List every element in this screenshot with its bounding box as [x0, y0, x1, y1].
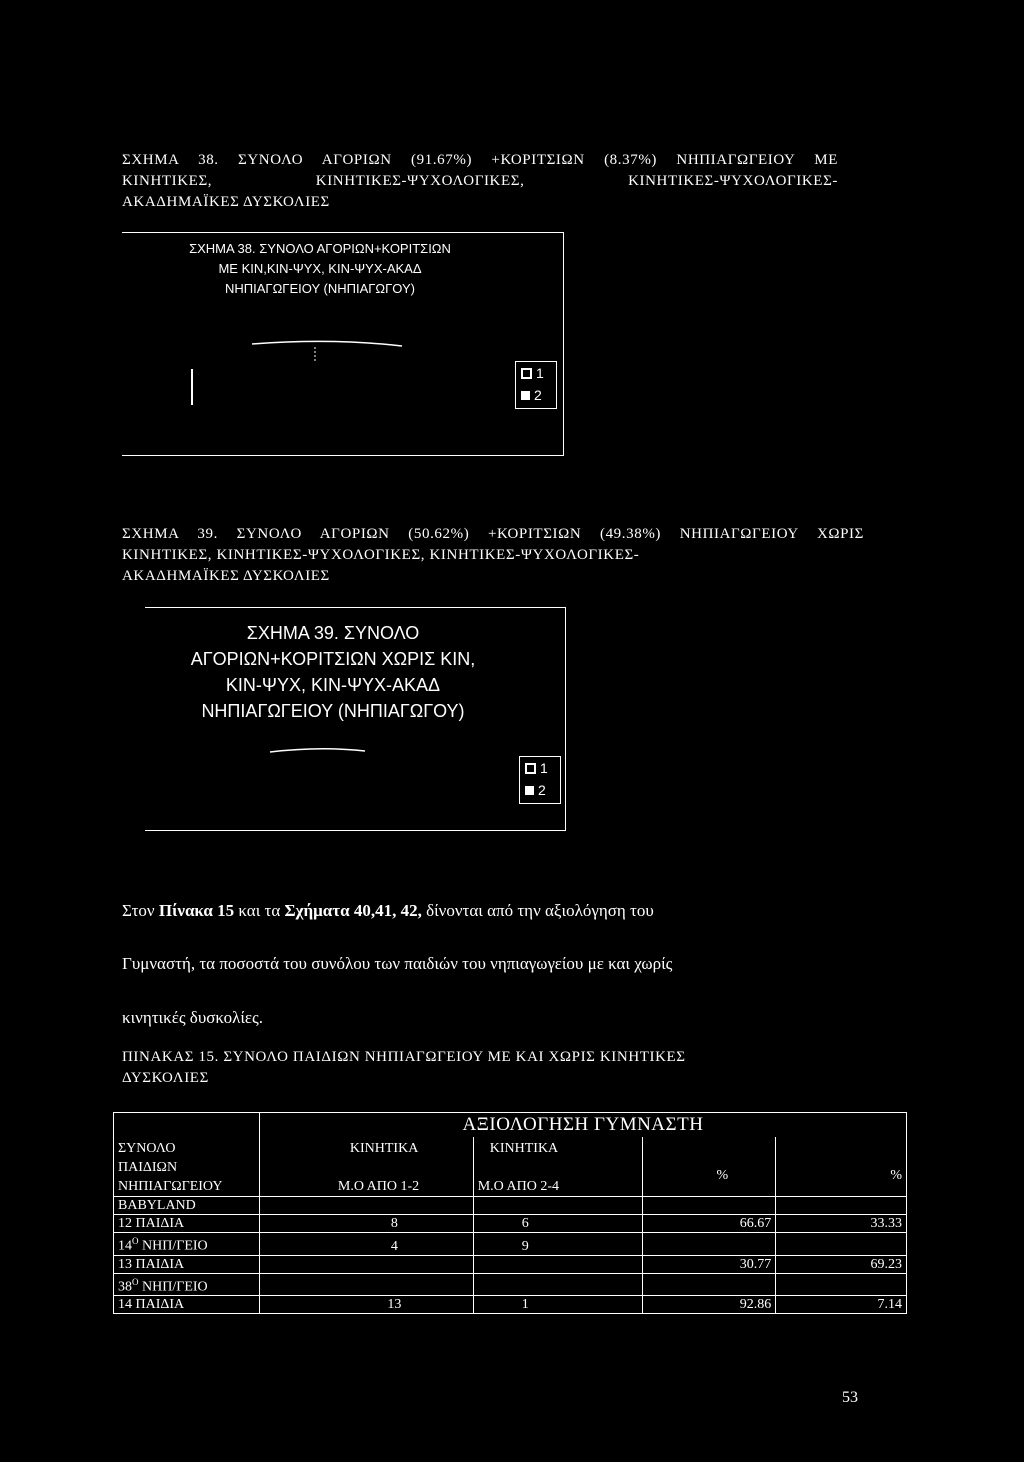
- row2-percent-1: 30.77: [643, 1255, 776, 1273]
- table-caption-line1: ΠΙΝΑΚΑΣ 15. ΣΥΝΟΛΟ ΠΑΙΔΙΩΝ ΝΗΠΙΑΓΩΓΕΙΟΥ ΜΕ ΚΑΙ ΧΩΡΙΣ ΚΙΝΗΤΙΚΕΣ: [122, 1049, 686, 1065]
- table-row: [114, 1296, 907, 1314]
- row2-percent-2: 69.23: [776, 1255, 907, 1273]
- row1-percent-2: 33.33: [776, 1215, 907, 1233]
- row3-children: 14 ΠΑΙΔΙΑ: [114, 1296, 260, 1314]
- fig39-heading-line2: ΚΙΝΗΤΙΚΕΣ, ΚΙΝΗΤΙΚΕΣ-ΨΥΧΟΛΟΓΙΚΕΣ, ΚΙΝΗΤΙΚΕΣ-ΨΥΧΟΛΟΓΙΚΕΣ-: [122, 547, 640, 563]
- row3-name-ordinal: Ο: [132, 1276, 139, 1287]
- fig39-legend-label-2: 2: [538, 782, 546, 798]
- header-motor-2-4-line2: Μ.Ο ΑΠΟ 2-4: [477, 1179, 560, 1194]
- row3-percent-1: 92.86: [643, 1296, 776, 1314]
- fig38-legend-item-2: [516, 384, 556, 406]
- fig39-legend-item-2: [520, 779, 560, 801]
- table-super-header-row: [114, 1113, 907, 1138]
- fig39-legend-item-1: [520, 757, 560, 779]
- fig38-legend-label-2: 2: [534, 387, 542, 403]
- fig38-chart-title-line1: ΣΧΗΜΑ 38. ΣΥΝΟΛΟ ΑΓΟΡΙΩΝ+ΚΟΡΙΤΣΙΩΝ: [189, 241, 451, 256]
- row1-motor-2-4: 6: [473, 1215, 643, 1233]
- header-motor-2-4: [473, 1137, 643, 1197]
- row3-percent-2: 7.14: [776, 1296, 907, 1314]
- row3-motor-2-4: 1: [473, 1296, 643, 1314]
- row3-motor-1-2: 13: [259, 1296, 473, 1314]
- fig38-legend-label-1: 1: [536, 365, 544, 381]
- table-corner-cell: [114, 1113, 260, 1138]
- fig39-heading-line1: ΣΧΗΜΑ 39. ΣΥΝΟΛΟ ΑΓΟΡΙΩΝ (50.62%) +ΚΟΡΙΤΣΙΩΝ (49.38%) ΝΗΠΙΑΓΩΓΕΙΟΥ ΧΩΡΙΣ: [122, 526, 864, 542]
- filled-square-icon: [525, 786, 534, 795]
- fig38-heading-line3: ΑΚΑΔΗΜΑΪΚΕΣ ΔΥΣΚΟΛΙΕΣ: [122, 194, 330, 210]
- row2-name-ordinal: Ο: [132, 1236, 139, 1246]
- row3-name-rest: ΝΗΠ/ΓΕΙΟ: [138, 1279, 208, 1295]
- row1-motor-1-2: 8: [259, 1215, 473, 1233]
- row2-motor-1-2: 4: [259, 1233, 473, 1256]
- row2-name-rest: ΝΗΠ/ΓΕΙΟ: [138, 1238, 208, 1254]
- table-caption-line2: ΔΥΣΚΟΛΙΕΣ: [122, 1070, 209, 1086]
- fig39-heading: [122, 524, 864, 587]
- fig38-chart-title-line3: ΝΗΠΙΑΓΩΓΕΙΟΥ (ΝΗΠΙΑΓΩΓΟΥ): [224, 281, 416, 296]
- fig39-chart: [145, 607, 566, 831]
- page-number: 53: [842, 1389, 858, 1406]
- fig38-pie-remnant: [182, 333, 482, 433]
- row2-motor-2-4: 9: [473, 1233, 643, 1256]
- header-motor-2-4-line1: ΚΙΝΗΤΙΚΑ: [489, 1141, 559, 1156]
- hollow-square-icon: [521, 368, 532, 379]
- table-row: [114, 1233, 907, 1256]
- body-paragraph: [122, 900, 882, 1028]
- paragraph-line1: [122, 900, 882, 921]
- paragraph-line3: κινητικές δυσκολίες.: [122, 1008, 264, 1027]
- row3-name: [114, 1273, 260, 1296]
- fig38-heading: [122, 150, 838, 213]
- paragraph-line2: Γυμναστή, τα ποσοστά του συνόλου των παιδιών του νηπιαγωγείου με και χωρίς: [122, 954, 673, 973]
- table-caption: [122, 1047, 882, 1089]
- header-percent-1: %: [643, 1137, 776, 1197]
- header-total-children: [114, 1137, 260, 1197]
- fig39-chart-title-line1: ΣΧΗΜΑ 39. ΣΥΝΟΛΟ: [246, 623, 420, 643]
- table-row: [114, 1197, 907, 1215]
- row2-name-number: 14: [118, 1238, 132, 1254]
- fig38-chart-title-line2: ΜΕ ΚΙΝ,ΚΙΝ-ΨΥΧ, ΚΙΝ-ΨΥΧ-ΑΚΑΔ: [218, 261, 422, 276]
- fig38-heading-line2: ΚΙΝΗΤΙΚΕΣ, ΚΙΝΗΤΙΚΕΣ-ΨΥΧΟΛΟΓΙΚΕΣ, ΚΙΝΗΤΙΚΕΣ-ΨΥΧΟΛΟΓΙΚΕΣ-: [122, 173, 838, 189]
- fig39-chart-title: [145, 620, 521, 724]
- row1-children: 12 ΠΑΙΔΙΑ: [114, 1215, 260, 1233]
- fig39-pie-remnant: [245, 738, 445, 768]
- evaluation-table: [113, 1112, 907, 1314]
- fig38-chart: [122, 232, 564, 456]
- fig38-chart-title: [122, 239, 518, 299]
- fig39-legend: [519, 756, 561, 804]
- header-total-children-line3: ΝΗΠΙΑΓΩΓΕΙΟΥ: [118, 1179, 223, 1194]
- paragraph-text: Στον: [122, 901, 159, 920]
- fig38-heading-line1: ΣΧΗΜΑ 38. ΣΥΝΟΛΟ ΑΓΟΡΙΩΝ (91.67%) +ΚΟΡΙΤΣΙΩΝ (8.37%) ΝΗΠΙΑΓΩΓΕΙΟΥ ΜΕ: [122, 152, 838, 168]
- row1-name: BABYLAND: [114, 1197, 260, 1215]
- fig38-legend: [515, 361, 557, 409]
- paragraph-text: και τα: [234, 901, 285, 920]
- header-motor-1-2-line1: ΚΙΝΗΤΙΚΑ: [349, 1141, 419, 1156]
- filled-square-icon: [521, 391, 530, 400]
- table-row: [114, 1273, 907, 1296]
- row3-name-number: 38: [118, 1279, 132, 1295]
- row1-percent-1: 66.67: [643, 1215, 776, 1233]
- table-super-header: ΑΞΙΟΛΟΓΗΣΗ ΓΥΜΝΑΣΤΗ: [259, 1113, 906, 1138]
- fig39-legend-label-1: 1: [540, 760, 548, 776]
- header-percent-2: %: [776, 1137, 907, 1197]
- table-header-row: [114, 1137, 907, 1197]
- table-row: [114, 1255, 907, 1273]
- header-motor-1-2: [259, 1137, 473, 1197]
- fig39-chart-title-line2: ΑΓΟΡΙΩΝ+ΚΟΡΙΤΣΙΩΝ ΧΩΡΙΣ ΚΙΝ,: [190, 649, 476, 669]
- fig39-chart-title-line3: ΚΙΝ-ΨΥΧ, ΚΙΝ-ΨΥΧ-ΑΚΑΔ: [225, 675, 441, 695]
- table-reference: Πίνακα 15: [158, 901, 235, 920]
- fig39-heading-line3: ΑΚΑΔΗΜΑΪΚΕΣ ΔΥΣΚΟΛΙΕΣ: [122, 568, 330, 584]
- fig39-pie-top-arc: [270, 749, 365, 752]
- fig38-legend-item-1: [516, 362, 556, 384]
- header-total-children-line2: ΠΑΙΔΙΩΝ: [118, 1160, 178, 1175]
- fig38-pie-top-arc: [252, 341, 402, 346]
- hollow-square-icon: [525, 763, 536, 774]
- row2-children: 13 ΠΑΙΔΙΑ: [114, 1255, 260, 1273]
- figure-reference: Σχήματα 40,41, 42,: [284, 901, 422, 920]
- table-row: [114, 1215, 907, 1233]
- header-motor-1-2-line2: Μ.Ο ΑΠΟ 1-2: [337, 1179, 420, 1194]
- fig39-chart-title-line4: ΝΗΠΙΑΓΩΓΕΙΟΥ (ΝΗΠΙΑΓΩΓΟΥ): [201, 701, 465, 721]
- header-total-children-line1: ΣΥΝΟΛΟ: [118, 1141, 176, 1156]
- row2-name: [114, 1233, 260, 1256]
- paragraph-text: δίνονται από την αξιολόγηση του: [421, 901, 654, 920]
